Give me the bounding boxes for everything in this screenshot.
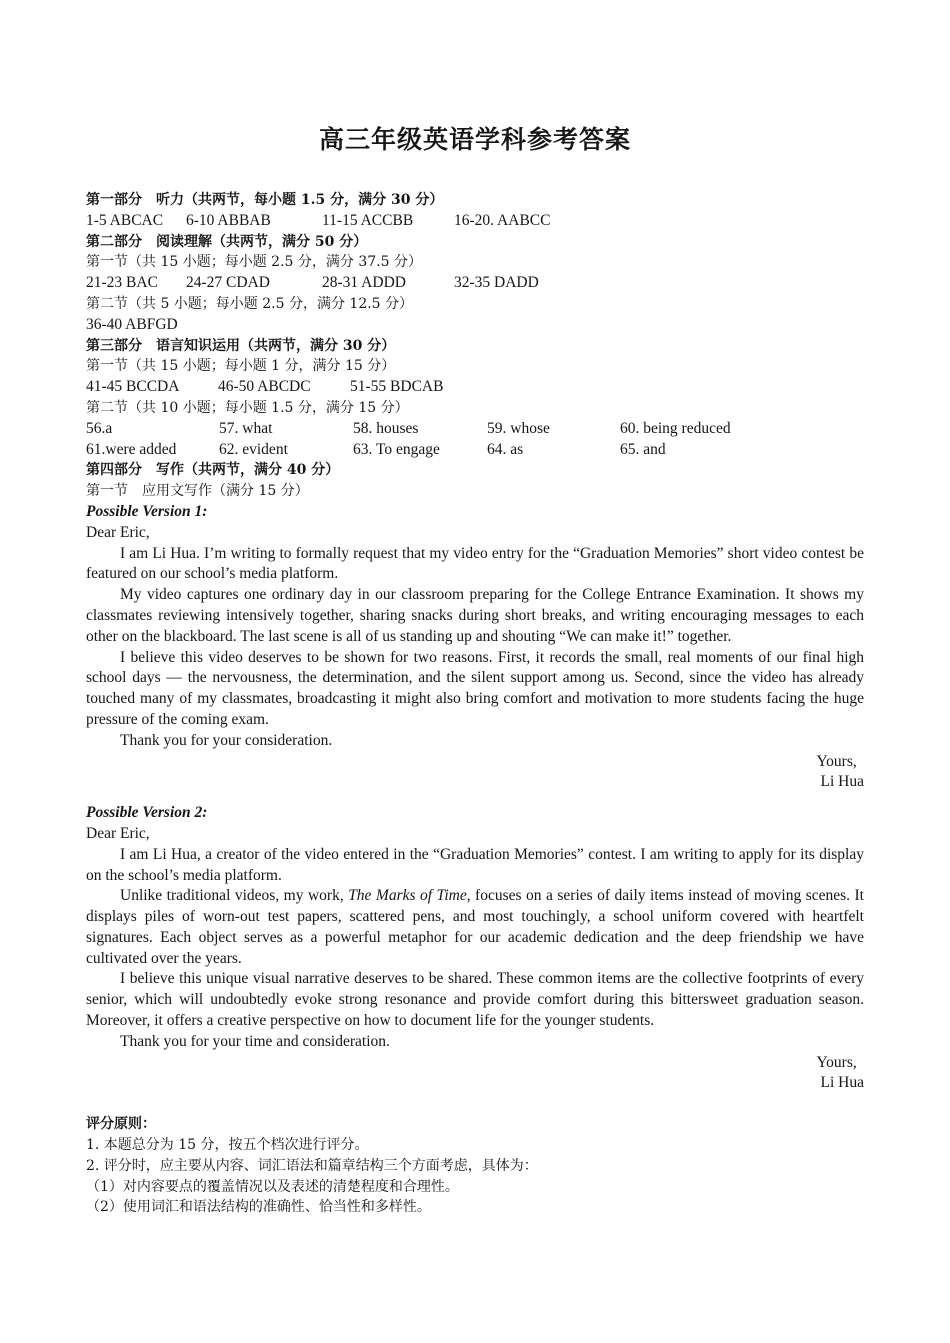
fill-answer: 56.a <box>86 419 113 437</box>
answer-group: 16-20. AABCC <box>454 211 551 229</box>
fill-answer: 57. what <box>219 419 273 437</box>
version2-greeting: Dear Eric, <box>86 824 150 842</box>
part3-section1-answers <box>86 377 864 398</box>
version1-paragraph: I believe this video deserves to be shown for two reasons. First, it records the small, real moments of our final high school days — the nervousness, the determination, and the silent support among us. Second, since the video has already touched many of my classmates, broadcasting it might also bring comfort and motivation to more students facing the huge pressure of the coming exam. <box>86 648 864 728</box>
version2-paragraph: Thank you for your time and consideration. <box>120 1032 390 1050</box>
grading-item: （1）对内容要点的覆盖情况以及表述的清楚程度和合理性。 <box>86 1178 459 1195</box>
part2-section1-answers <box>86 273 864 294</box>
part2-section2-heading: 第二节（共 5 小题；每小题 2.5 分，满分 12.5 分） <box>86 295 414 312</box>
fill-answer: 60. being reduced <box>620 419 731 437</box>
fill-answer: 58. houses <box>353 419 419 437</box>
part3-section1-heading: 第一节（共 15 小题；每小题 1 分，满分 15 分） <box>86 358 396 375</box>
part1-heading: 第一部分 听力（共两节，每小题 1.5 分，满分 30 分） <box>86 192 444 208</box>
version1-paragraph: I am Li Hua. I’m writing to formally request that my video entry for the “Graduation Memories” short video contest be featured on our school’s media platform. <box>86 544 864 583</box>
answer-group: 24-27 CDAD <box>186 274 270 292</box>
fill-answer: 62. evident <box>219 440 288 458</box>
part3-heading: 第三部分 语言知识运用（共两节，满分 30 分） <box>86 337 396 354</box>
answer-group: 32-35 DADD <box>454 274 539 292</box>
document-body <box>86 190 864 1218</box>
answer-group: 11-15 ACCBB <box>322 211 414 229</box>
answer-group: 6-10 ABBAB <box>186 211 271 229</box>
part1-answers <box>86 211 864 232</box>
version1-paragraph: Thank you for your consideration. <box>120 731 333 749</box>
paragraph-text: Unlike traditional videos, my work, <box>120 887 349 905</box>
grading-item: 2. 评分时，应主要从内容、词汇语法和篇章结构三个方面考虑，具体为： <box>86 1157 538 1174</box>
version1-paragraph: My video captures one ordinary day in our classroom preparing for the College Entrance Examination. It shows my classmates reviewing intensively together, sharing snacks during short breaks, and writing encouraging messages to each other on the blackboard. The last scene is all of us standing up and shouting “We can make it!” together. <box>86 586 864 645</box>
signer-name: Li Hua <box>820 1074 864 1092</box>
version2-paragraph: I believe this unique visual narrative deserves to be shared. These common items are the collective footprints of every senior, which will undoubtedly evoke strong resonance and provide comfort during this bittersweet graduation season. Moreover, it offers a creative perspective on how to document life for the younger students. <box>86 970 864 1030</box>
answer-group: 46-50 ABCDC <box>218 378 311 396</box>
fill-answer: 64. as <box>487 440 524 458</box>
version2-label: Possible Version 2: <box>86 804 208 822</box>
version1-label: Possible Version 1: <box>86 502 208 520</box>
part4-heading: 第四部分 写作（共两节，满分 40 分） <box>86 462 340 479</box>
answer-group: 21-23 BAC <box>86 274 158 292</box>
answer-group: 28-31 ADDD <box>322 274 406 292</box>
part4-section1-heading: 第一节 应用文写作（满分 15 分） <box>86 483 309 500</box>
version2-paragraph: I am Li Hua, a creator of the video entered in the “Graduation Memories” contest. I am writing to apply for its display on the school’s media platform. <box>86 845 864 884</box>
page-title: 高三年级英语学科参考答案 <box>318 125 631 154</box>
version2-signature <box>86 1053 864 1095</box>
fill-answers-row-2 <box>86 440 864 461</box>
part2-heading: 第二部分 阅读理解（共两节，满分 50 分） <box>86 233 368 250</box>
fill-answers-row-1 <box>86 419 864 440</box>
closing: Yours, <box>816 1053 857 1071</box>
grading-item: （2）使用词汇和语法结构的准确性、恰当性和多样性。 <box>86 1199 431 1216</box>
grading-item: 1. 本题总分为 15 分，按五个档次进行评分。 <box>86 1137 369 1154</box>
fill-answer: 61.were added <box>86 440 177 458</box>
fill-answer: 59. whose <box>487 419 550 437</box>
grading-heading: 评分原则： <box>86 1116 156 1133</box>
part3-section2-heading: 第二节（共 10 小题；每小题 1.5 分，满分 15 分） <box>86 399 409 416</box>
work-title: The Marks of Time <box>348 887 467 905</box>
answer-group: 1-5 ABCAC <box>86 211 164 229</box>
version1-greeting: Dear Eric, <box>86 523 150 541</box>
answer-group: 41-45 BCCDA <box>86 378 180 396</box>
fill-answer: 65. and <box>620 440 666 458</box>
fill-answer: 63. To engage <box>353 440 440 458</box>
signer-name: Li Hua <box>820 773 864 791</box>
part2-section2-answers: 36-40 ABFGD <box>86 315 178 333</box>
version1-signature <box>86 752 864 794</box>
version2-paragraph <box>86 886 864 969</box>
paragraph-text: , focuses on a series of daily items instead of moving scenes. It displays piles of worn-out test papers, scattered pens, and most touchingly, a school uniform covered with heartfelt signatures. Each object serves as a powerful metaphor for our academic dedication and the deep friendship we have cultivated over the years. <box>86 887 864 967</box>
answer-group: 51-55 BDCAB <box>350 378 444 396</box>
closing: Yours, <box>816 752 857 770</box>
part2-section1-heading: 第一节（共 15 小题；每小题 2.5 分，满分 37.5 分） <box>86 254 422 271</box>
